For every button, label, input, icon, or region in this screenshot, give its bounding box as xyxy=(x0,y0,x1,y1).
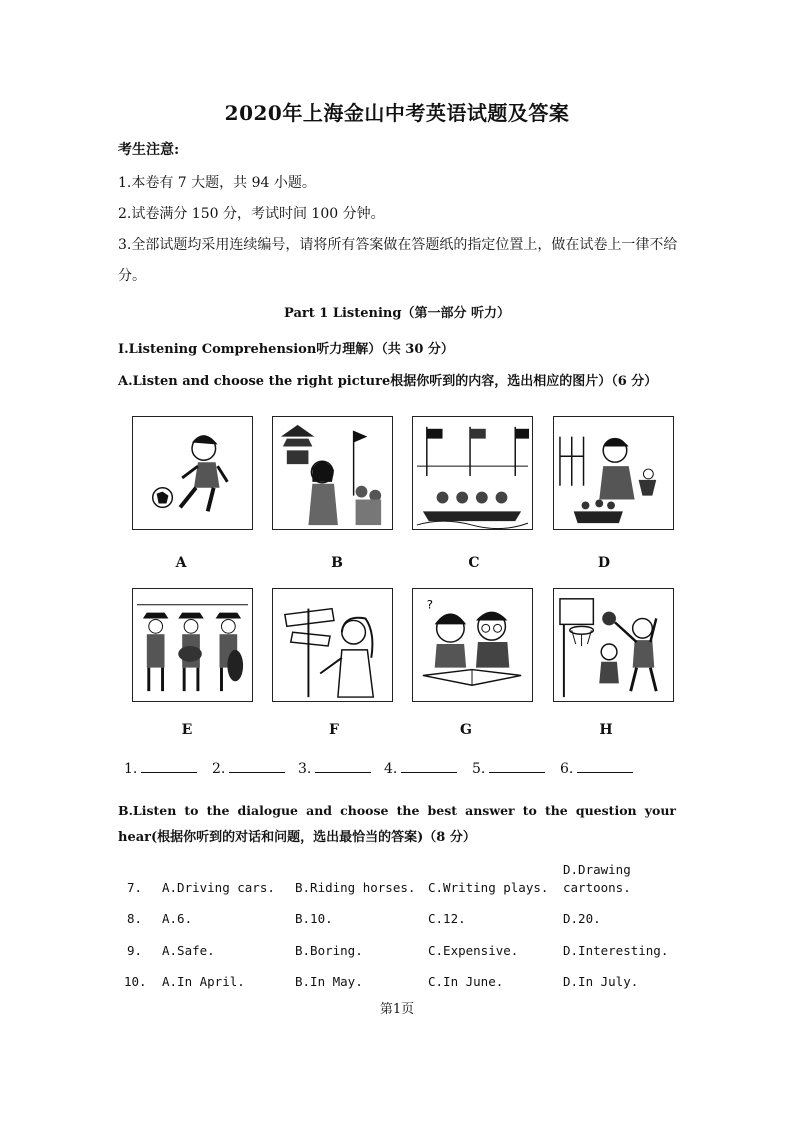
page-title: 2020年上海金山中考英语试题及答案 xyxy=(224,101,570,125)
blank-number: 4. xyxy=(384,761,398,777)
picture-label-b: B xyxy=(331,555,343,571)
question-10-option-a[interactable]: A.In April. xyxy=(162,974,245,989)
notice-heading: 考生注意: xyxy=(118,142,180,158)
blank-number: 2. xyxy=(212,761,226,777)
question-9-option-a[interactable]: A.Safe. xyxy=(162,943,215,958)
blank-line[interactable] xyxy=(489,758,545,773)
picture-label-f: F xyxy=(329,722,339,738)
boy-kicking-football-icon xyxy=(133,417,252,529)
picture-b xyxy=(272,416,393,530)
answer-blank-1[interactable] xyxy=(124,758,197,777)
picture-label-g: G xyxy=(460,722,472,738)
blank-line[interactable] xyxy=(141,758,197,773)
dragon-boat-race-icon xyxy=(413,417,532,529)
blank-number: 6. xyxy=(560,761,574,777)
question-7-option-c[interactable]: C.Writing plays. xyxy=(428,880,549,895)
section-a-heading: A.Listen and choose the right picture根据你听到的内容，选出相应的图片）（6 分） xyxy=(118,374,658,389)
blank-line[interactable] xyxy=(315,758,371,773)
question-8-option-a[interactable]: A.6. xyxy=(162,911,193,926)
question-7-option-d-cont: cartoons. xyxy=(563,880,631,895)
section-b-heading: B.Listen to the dialogue and choose the best answer to the question your xyxy=(118,803,676,818)
page-number: 第1页 xyxy=(379,1002,415,1017)
picture-label-a: A xyxy=(175,555,187,571)
picture-h xyxy=(553,588,674,702)
cowboy-band-icon xyxy=(133,589,252,701)
picture-label-e: E xyxy=(181,722,193,738)
picture-label-h: H xyxy=(599,722,613,738)
question-10-option-c[interactable]: C.In June. xyxy=(428,974,504,989)
question-10-option-d[interactable]: D.In July. xyxy=(563,974,639,989)
part1-heading: Part 1 Listening（第一部分 听力） xyxy=(284,306,510,321)
question-8-option-b[interactable]: B.10. xyxy=(295,911,333,926)
answer-blank-3[interactable] xyxy=(298,758,371,777)
question-7-number: 7. xyxy=(127,880,143,895)
picture-c xyxy=(412,416,533,530)
answer-blank-5[interactable] xyxy=(472,758,545,777)
answer-blank-6[interactable] xyxy=(560,758,633,777)
section-b-heading-cont: hear(根据你听到的对话和问题，选出最恰当的答案)（8 分） xyxy=(118,830,476,845)
question-9-option-d[interactable]: D.Interesting. xyxy=(563,943,669,958)
section-1-heading: I.Listening Comprehension听力理解）（共 30 分） xyxy=(118,342,454,357)
question-8-number: 8. xyxy=(127,911,143,926)
notice-item-2: 2.试卷满分 150 分，考试时间 100 分钟。 xyxy=(118,206,385,222)
svg-text:?: ? xyxy=(426,597,434,612)
blank-number: 3. xyxy=(298,761,312,777)
picture-label-c: C xyxy=(468,555,480,571)
notice-item-3: 3.全部试题均采用连续编号，请将所有答案做在答题纸的指定位置上，做在试卷上一律不给 xyxy=(118,237,678,253)
question-8-option-c[interactable]: C.12. xyxy=(428,911,466,926)
picture-a xyxy=(132,416,253,530)
picture-d xyxy=(553,416,674,530)
question-9-option-b[interactable]: B.Boring. xyxy=(295,943,363,958)
notice-item-3-cont: 分。 xyxy=(118,268,146,284)
girl-reading-signpost-icon xyxy=(273,589,392,701)
question-8-option-d[interactable]: D.20. xyxy=(563,911,601,926)
blank-line[interactable] xyxy=(229,758,285,773)
blank-line[interactable] xyxy=(401,758,457,773)
notice-item-1: 1.本卷有 7 大题，共 94 小题。 xyxy=(118,175,316,191)
picture-label-d: D xyxy=(597,555,611,571)
question-10-option-b[interactable]: B.In May. xyxy=(295,974,363,989)
girl-gardening-icon xyxy=(554,417,673,529)
answer-blank-2[interactable] xyxy=(212,758,285,777)
blank-number: 1. xyxy=(124,761,138,777)
tour-guide-with-flag-icon xyxy=(273,417,392,529)
question-7-option-b[interactable]: B.Riding horses. xyxy=(295,880,416,895)
question-9-number: 9. xyxy=(127,943,143,958)
question-9-option-c[interactable]: C.Expensive. xyxy=(428,943,519,958)
blank-line[interactable] xyxy=(577,758,633,773)
two-students-studying-icon xyxy=(413,589,532,701)
answer-blank-4[interactable] xyxy=(384,758,457,777)
picture-g xyxy=(412,588,533,702)
picture-e xyxy=(132,588,253,702)
question-7-option-d[interactable]: D.Drawing xyxy=(563,862,631,877)
question-7-option-a[interactable]: A.Driving cars. xyxy=(162,880,275,895)
question-10-number: 10. xyxy=(124,974,147,989)
blank-number: 5. xyxy=(472,761,486,777)
picture-f xyxy=(272,588,393,702)
kids-playing-basketball-icon xyxy=(554,589,673,701)
